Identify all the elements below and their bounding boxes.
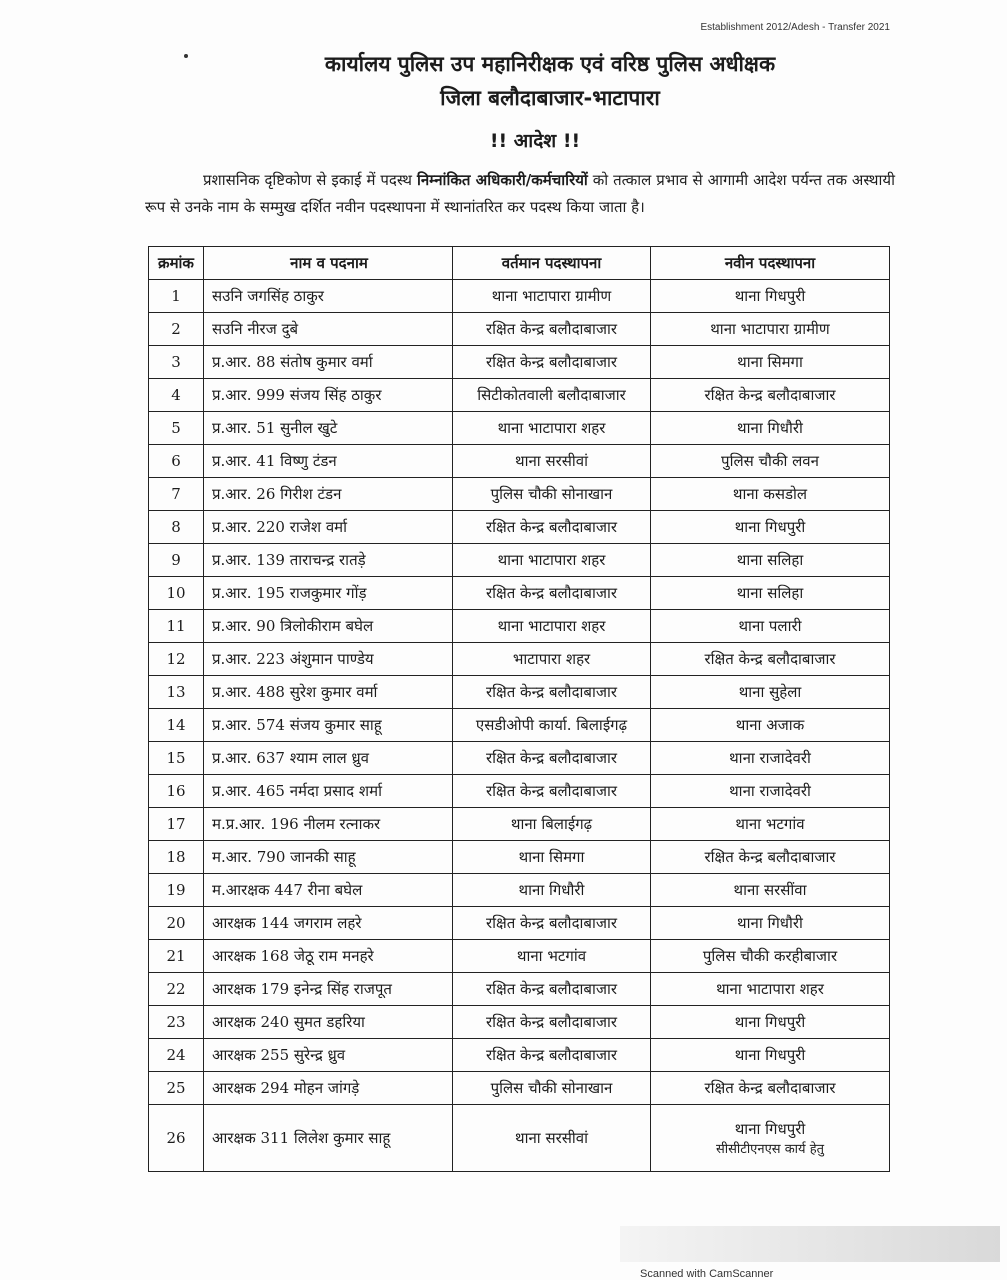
- header-new-posting: नवीन पदस्थापना: [651, 247, 890, 280]
- serial-cell: 22: [149, 973, 204, 1006]
- header-serial: क्रमांक: [149, 247, 204, 280]
- table-row: [149, 511, 890, 544]
- serial-cell: 10: [149, 577, 204, 610]
- name-cell: प्र.आर. 41 विष्णु टंडन: [204, 445, 453, 478]
- current-posting-cell: पुलिस चौकी सोनाखान: [453, 1072, 651, 1105]
- serial-cell: 15: [149, 742, 204, 775]
- new-posting-cell: थाना पलारी: [651, 610, 890, 643]
- new-posting-cell: थाना गिधपुरी: [651, 1006, 890, 1039]
- new-posting-cell: थाना सलिहा: [651, 577, 890, 610]
- intro-after: को तत्काल प्रभाव से आगामी आदेश पर्यन्त तक अस्थायी रूप से उनके नाम के सम्मुख दर्शित नवीन पदस्थापना में स्थानांतरित कर पदस्थ किया जाता है।: [145, 171, 895, 216]
- table-row: [149, 412, 890, 445]
- district-heading: जिला बलौदाबाजार-भाटापारा: [440, 86, 660, 110]
- new-posting-cell: थाना कसडोल: [651, 478, 890, 511]
- serial-cell: 23: [149, 1006, 204, 1039]
- table-row: [149, 445, 890, 478]
- table-row: [149, 346, 890, 379]
- serial-cell: 26: [149, 1105, 204, 1172]
- current-posting-cell: एसडीओपी कार्या. बिलाईगढ़: [453, 709, 651, 742]
- name-cell: प्र.आर. 574 संजय कुमार साहू: [204, 709, 453, 742]
- order-heading: !! आदेश !!: [489, 130, 581, 152]
- new-posting-cell: थाना गिधपुरी: [651, 511, 890, 544]
- current-posting-cell: थाना बिलाईगढ़: [453, 808, 651, 841]
- table-row: [149, 643, 890, 676]
- transfer-table: [148, 246, 890, 1172]
- table-row: [149, 1105, 890, 1172]
- new-posting-note: सीसीटीएनएस कार्य हेतु: [715, 1142, 825, 1157]
- new-posting-text: थाना गिधपुरी: [734, 1120, 806, 1138]
- new-posting-cell: थाना गिधपुरी: [651, 280, 890, 313]
- name-cell: सउनि नीरज दुबे: [204, 313, 453, 346]
- name-cell: प्र.आर. 88 संतोष कुमार वर्मा: [204, 346, 453, 379]
- current-posting-cell: रक्षित केन्द्र बलौदाबाजार: [453, 775, 651, 808]
- scanner-watermark: Scanned with CamScanner: [640, 1268, 774, 1280]
- current-posting-cell: थाना सरसीवां: [453, 1105, 651, 1172]
- table-row: [149, 841, 890, 874]
- name-cell: आरक्षक 144 जगराम लहरे: [204, 907, 453, 940]
- new-posting-cell: थाना गिधौरी: [651, 907, 890, 940]
- table-row: [149, 775, 890, 808]
- name-cell: प्र.आर. 999 संजय सिंह ठाकुर: [204, 379, 453, 412]
- current-posting-cell: थाना भाटापारा ग्रामीण: [453, 280, 651, 313]
- name-cell: प्र.आर. 90 त्रिलोकीराम बघेल: [204, 610, 453, 643]
- header-name: नाम व पदनाम: [204, 247, 453, 280]
- current-posting-cell: रक्षित केन्द्र बलौदाबाजार: [453, 346, 651, 379]
- new-posting-cell: थाना गिधौरी: [651, 412, 890, 445]
- serial-cell: 16: [149, 775, 204, 808]
- serial-cell: 18: [149, 841, 204, 874]
- intro-paragraph: [145, 167, 895, 221]
- table-row: [149, 808, 890, 841]
- current-posting-cell: भाटापारा शहर: [453, 643, 651, 676]
- name-cell: प्र.आर. 488 सुरेश कुमार वर्मा: [204, 676, 453, 709]
- table-row: [149, 280, 890, 313]
- new-posting-cell: थाना गिधपुरी: [651, 1039, 890, 1072]
- table-row: [149, 973, 890, 1006]
- table-row: [149, 313, 890, 346]
- table-row: [149, 1006, 890, 1039]
- table-row: [149, 544, 890, 577]
- table-row: [149, 1072, 890, 1105]
- serial-cell: 5: [149, 412, 204, 445]
- name-cell: प्र.आर. 51 सुनील खुटे: [204, 412, 453, 445]
- current-posting-cell: थाना गिधौरी: [453, 874, 651, 907]
- name-cell: प्र.आर. 220 राजेश वर्मा: [204, 511, 453, 544]
- intro-bold: निम्नांकित अधिकारी/कर्मचारियों: [416, 171, 588, 189]
- serial-cell: 2: [149, 313, 204, 346]
- serial-cell: 20: [149, 907, 204, 940]
- serial-cell: 12: [149, 643, 204, 676]
- new-posting-cell: पुलिस चौकी लवन: [651, 445, 890, 478]
- serial-cell: 4: [149, 379, 204, 412]
- name-cell: प्र.आर. 195 राजकुमार गोंड़: [204, 577, 453, 610]
- name-cell: सउनि जगसिंह ठाकुर: [204, 280, 453, 313]
- table-row: [149, 874, 890, 907]
- serial-cell: 8: [149, 511, 204, 544]
- serial-cell: 7: [149, 478, 204, 511]
- name-cell: आरक्षक 168 जेठू राम मनहरे: [204, 940, 453, 973]
- new-posting-cell: थाना सरसींवा: [651, 874, 890, 907]
- name-cell: म.आर. 790 जानकी साहू: [204, 841, 453, 874]
- table-row: [149, 478, 890, 511]
- new-posting-cell: रक्षित केन्द्र बलौदाबाजार: [651, 643, 890, 676]
- new-posting-cell: पुलिस चौकी करहीबाजार: [651, 940, 890, 973]
- name-cell: प्र.आर. 139 ताराचन्द्र रातड़े: [204, 544, 453, 577]
- name-cell: आरक्षक 294 मोहन जांगड़े: [204, 1072, 453, 1105]
- new-posting-cell: थाना राजादेवरी: [651, 742, 890, 775]
- new-posting-cell: रक्षित केन्द्र बलौदाबाजार: [651, 841, 890, 874]
- current-posting-cell: थाना सिमगा: [453, 841, 651, 874]
- serial-cell: 1: [149, 280, 204, 313]
- new-posting-cell: थाना राजादेवरी: [651, 775, 890, 808]
- new-posting-cell: [651, 1105, 890, 1172]
- table-row: [149, 676, 890, 709]
- serial-cell: 3: [149, 346, 204, 379]
- table-row: [149, 742, 890, 775]
- name-cell: आरक्षक 311 लिलेश कुमार साहू: [204, 1105, 453, 1172]
- office-heading: कार्यालय पुलिस उप महानिरीक्षक एवं वरिष्ठ पुलिस अधीक्षक: [324, 52, 776, 76]
- current-posting-cell: सिटीकोतवाली बलौदाबाजार: [453, 379, 651, 412]
- name-cell: आरक्षक 240 सुमत डहरिया: [204, 1006, 453, 1039]
- current-posting-cell: रक्षित केन्द्र बलौदाबाजार: [453, 1006, 651, 1039]
- current-posting-cell: रक्षित केन्द्र बलौदाबाजार: [453, 676, 651, 709]
- name-cell: आरक्षक 255 सुरेन्द्र ध्रुव: [204, 1039, 453, 1072]
- serial-cell: 25: [149, 1072, 204, 1105]
- current-posting-cell: थाना भटगांव: [453, 940, 651, 973]
- current-posting-cell: रक्षित केन्द्र बलौदाबाजार: [453, 973, 651, 1006]
- name-cell: आरक्षक 179 इनेन्द्र सिंह राजपूत: [204, 973, 453, 1006]
- current-posting-cell: थाना सरसीवां: [453, 445, 651, 478]
- table-row: [149, 610, 890, 643]
- current-posting-cell: रक्षित केन्द्र बलौदाबाजार: [453, 907, 651, 940]
- table-row: [149, 577, 890, 610]
- table-row: [149, 709, 890, 742]
- serial-cell: 13: [149, 676, 204, 709]
- reference-number: Establishment 2012/Adesh - Transfer 2021: [700, 22, 890, 33]
- new-posting-cell: थाना अजाक: [651, 709, 890, 742]
- serial-cell: 17: [149, 808, 204, 841]
- serial-cell: 19: [149, 874, 204, 907]
- new-posting-cell: थाना सुहेला: [651, 676, 890, 709]
- current-posting-cell: पुलिस चौकी सोनाखान: [453, 478, 651, 511]
- header-current-posting: वर्तमान पदस्थापना: [453, 247, 651, 280]
- current-posting-cell: रक्षित केन्द्र बलौदाबाजार: [453, 1039, 651, 1072]
- current-posting-cell: थाना भाटापारा शहर: [453, 610, 651, 643]
- current-posting-cell: थाना भाटापारा शहर: [453, 412, 651, 445]
- name-cell: प्र.आर. 223 अंशुमान पाण्डेय: [204, 643, 453, 676]
- current-posting-cell: रक्षित केन्द्र बलौदाबाजार: [453, 577, 651, 610]
- new-posting-cell: थाना सिमगा: [651, 346, 890, 379]
- name-cell: प्र.आर. 465 नर्मदा प्रसाद शर्मा: [204, 775, 453, 808]
- table-row: [149, 940, 890, 973]
- table-row: [149, 1039, 890, 1072]
- current-posting-cell: रक्षित केन्द्र बलौदाबाजार: [453, 511, 651, 544]
- serial-cell: 21: [149, 940, 204, 973]
- current-posting-cell: थाना भाटापारा शहर: [453, 544, 651, 577]
- table-row: [149, 379, 890, 412]
- name-cell: म.प्र.आर. 196 नीलम रत्नाकर: [204, 808, 453, 841]
- table-row: [149, 907, 890, 940]
- new-posting-cell: रक्षित केन्द्र बलौदाबाजार: [651, 1072, 890, 1105]
- scan-shadow: [620, 1226, 1000, 1262]
- new-posting-cell: थाना भटगांव: [651, 808, 890, 841]
- new-posting-cell: थाना सलिहा: [651, 544, 890, 577]
- name-cell: प्र.आर. 26 गिरीश टंडन: [204, 478, 453, 511]
- current-posting-cell: रक्षित केन्द्र बलौदाबाजार: [453, 742, 651, 775]
- intro-before: प्रशासनिक दृष्टिकोण से इकाई में पदस्थ: [203, 171, 412, 189]
- serial-cell: 6: [149, 445, 204, 478]
- name-cell: म.आरक्षक 447 रीना बघेल: [204, 874, 453, 907]
- name-cell: प्र.आर. 637 श्याम लाल ध्रुव: [204, 742, 453, 775]
- table-header-row: [149, 247, 890, 280]
- table-body: [149, 280, 890, 1172]
- new-posting-cell: थाना भाटापारा शहर: [651, 973, 890, 1006]
- new-posting-cell: रक्षित केन्द्र बलौदाबाजार: [651, 379, 890, 412]
- serial-cell: 11: [149, 610, 204, 643]
- serial-cell: 14: [149, 709, 204, 742]
- new-posting-cell: थाना भाटापारा ग्रामीण: [651, 313, 890, 346]
- serial-cell: 24: [149, 1039, 204, 1072]
- serial-cell: 9: [149, 544, 204, 577]
- current-posting-cell: रक्षित केन्द्र बलौदाबाजार: [453, 313, 651, 346]
